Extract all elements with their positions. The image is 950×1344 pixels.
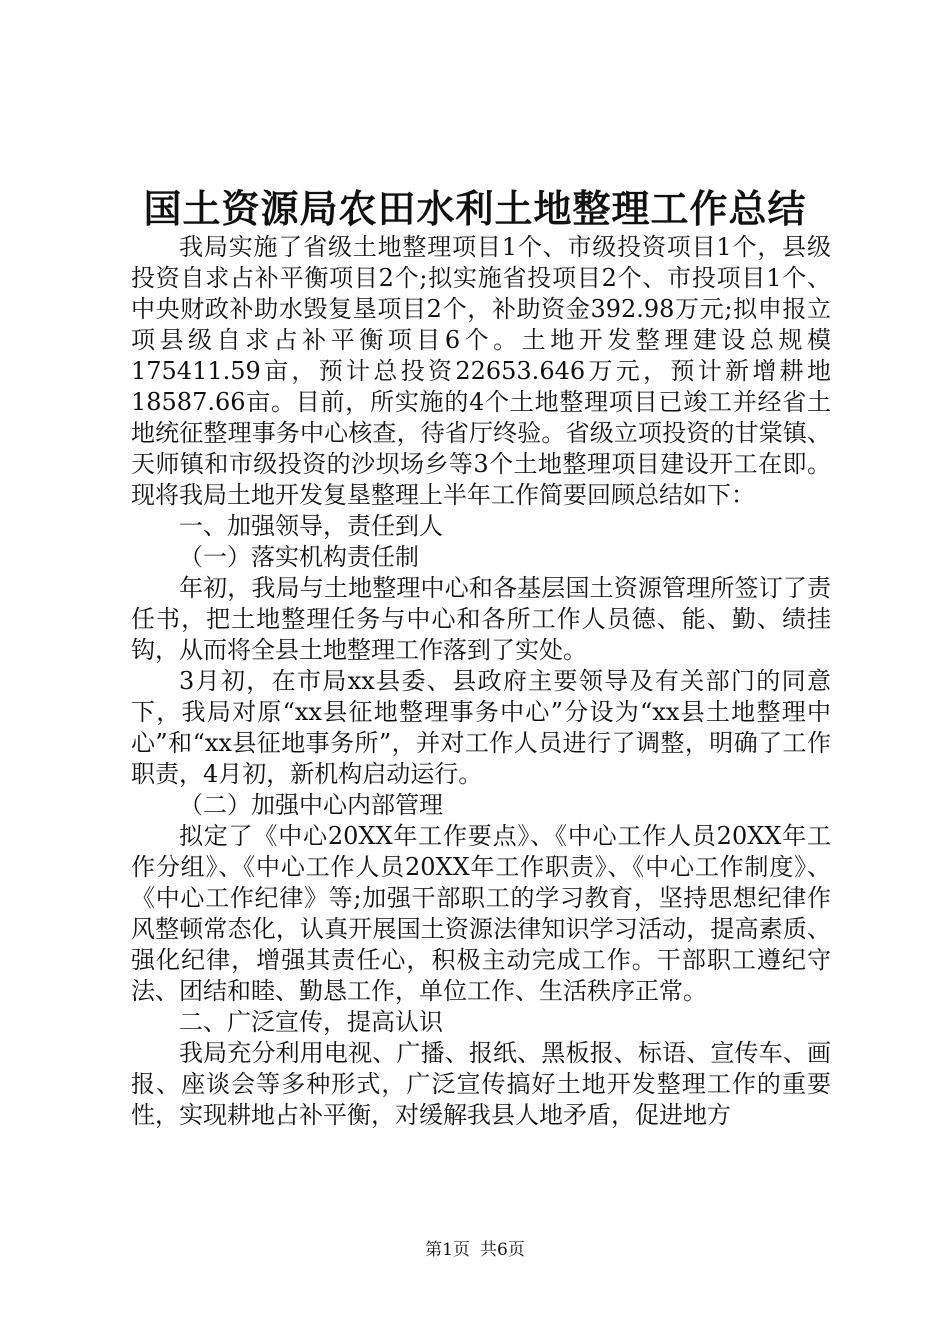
subsection-heading-1-2: （二）加强中心内部管理 bbox=[179, 791, 443, 819]
page-footer bbox=[0, 1238, 950, 1262]
page-number: 第1页 bbox=[425, 1240, 470, 1260]
intro-paragraph: 我局实施了省级土地整理项目1个、市级投资项目1个，县级投资自求占补平衡项目2个;拟实施省投项目2个、市投项目1个、中央财政补助水毁复垦项目2个，补助资金392.98万元;拟申报立项县级自求占补平衡项目6个。土地开发整理建设总规模175411.59亩，预计总投资22653.646万元，预计新增耕地18587.66亩。目前，所实施的4个土地整理项目已竣工并经省土地统征整理事务中心核查，待省厅终验。省级立项投资的甘棠镇、天师镇和市级投资的沙坝场乡等3个土地整理项目建设开工在即。现将我局土地开发复垦整理上半年工作简要回顾总结如下： bbox=[131, 233, 831, 509]
body-paragraph: 年初，我局与土地整理中心和各基层国土资源管理所签订了责任书，把土地整理任务与中心和各所工作人员德、能、勤、绩挂钩，从而将全县土地整理工作落到了实处。 bbox=[131, 574, 831, 664]
body-paragraph: 我局充分利用电视、广播、报纸、黑板报、标语、宣传车、画报、座谈会等多种形式，广泛宣传搞好土地开发整理工作的重要性，实现耕地占补平衡，对缓解我县人地矛盾，促进地方 bbox=[131, 1039, 831, 1129]
body-paragraph: 3月初，在市局xx县委、县政府主要领导及有关部门的同意下，我局对原“xx县征地整理事务中心”分设为“xx县土地整理中心”和“xx县征地事务所”，并对工作人员进行了调整，明确了工作职责，4月初，新机构启动运行。 bbox=[131, 667, 831, 788]
section-heading-1: 一、加强领导，责任到人 bbox=[179, 512, 443, 540]
subsection-heading-1-1: （一）落实机构责任制 bbox=[179, 543, 419, 571]
body-paragraph: 拟定了《中心20XX年工作要点》、《中心工作人员20XX年工作分组》、《中心工作人员20XX年工作职责》、《中心工作制度》、《中心工作纪律》等;加强干部职工的学习教育，坚持思想纪律作风整顿常态化，认真开展国土资源法律知识学习活动，提高素质、强化纪律，增强其责任心，积极主动完成工作。干部职工遵纪守法、团结和睦、勤恳工作，单位工作、生活秩序正常。 bbox=[131, 822, 831, 1005]
page-total: 共6页 bbox=[480, 1240, 525, 1260]
section-heading-2: 二、广泛宣传，提高认识 bbox=[179, 1008, 443, 1036]
document-title: 国土资源局农田水利土地整理工作总结 bbox=[143, 186, 807, 231]
document-body bbox=[131, 232, 831, 1131]
